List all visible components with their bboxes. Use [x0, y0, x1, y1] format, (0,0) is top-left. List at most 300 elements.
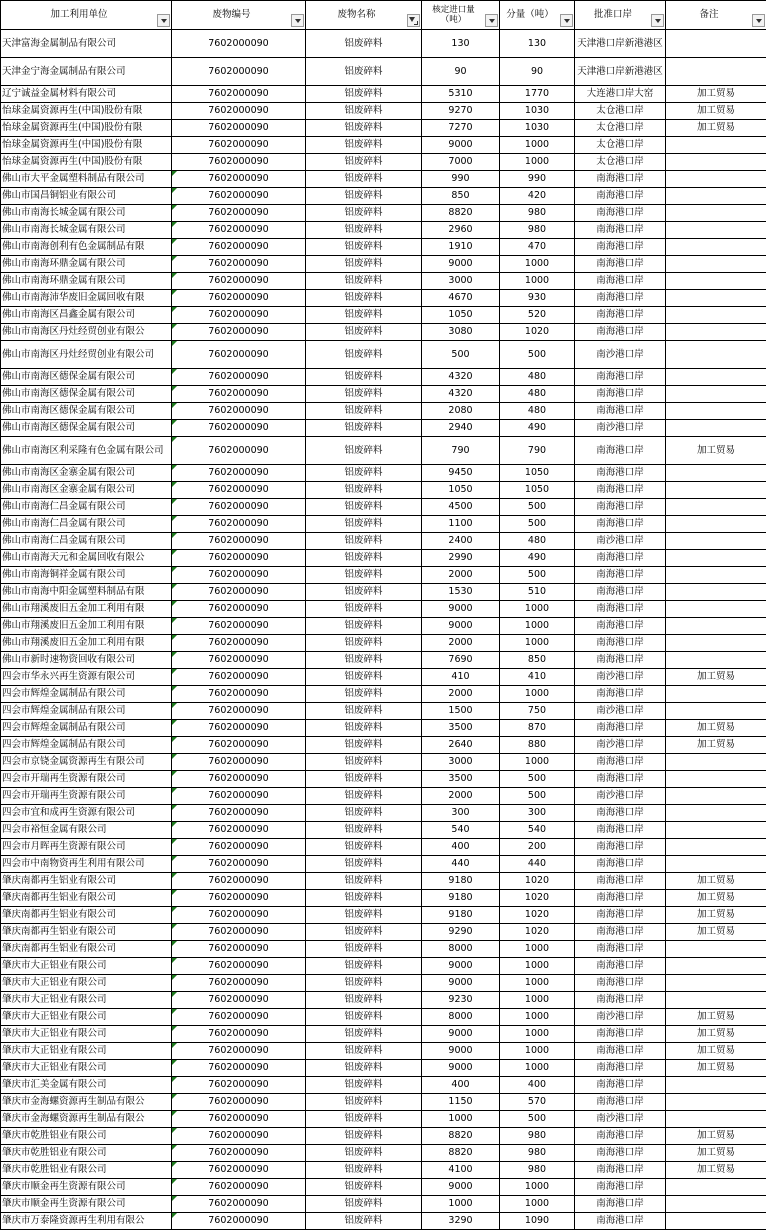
- cell-name[interactable]: 铝废碎料: [306, 703, 422, 720]
- cell-name[interactable]: 铝废碎料: [306, 839, 422, 856]
- cell-code[interactable]: 7602000090: [172, 30, 306, 58]
- cell-code[interactable]: 7602000090: [172, 437, 306, 465]
- cell-code[interactable]: 7602000090: [172, 256, 306, 273]
- cell-port[interactable]: 南海港口岸: [575, 465, 666, 482]
- cell-code[interactable]: 7602000090: [172, 533, 306, 550]
- cell-note[interactable]: 加工贸易: [666, 120, 766, 137]
- cell-portion[interactable]: 1000: [500, 1060, 575, 1077]
- cell-company[interactable]: 四会市辉煌金属制品有限公司: [1, 720, 172, 737]
- cell-note[interactable]: [666, 805, 766, 822]
- cell-company[interactable]: 四会市辉煌金属制品有限公司: [1, 737, 172, 754]
- cell-company[interactable]: 肇庆南都再生铝业有限公司: [1, 941, 172, 958]
- cell-approved[interactable]: 9270: [422, 103, 500, 120]
- cell-note[interactable]: [666, 601, 766, 618]
- cell-name[interactable]: 铝废碎料: [306, 369, 422, 386]
- cell-approved[interactable]: 2000: [422, 567, 500, 584]
- cell-port[interactable]: 南海港口岸: [575, 516, 666, 533]
- cell-portion[interactable]: 1000: [500, 958, 575, 975]
- cell-code[interactable]: 7602000090: [172, 839, 306, 856]
- cell-port[interactable]: 太仓港口岸: [575, 103, 666, 120]
- cell-name[interactable]: 铝废碎料: [306, 754, 422, 771]
- cell-note[interactable]: [666, 652, 766, 669]
- cell-note[interactable]: [666, 516, 766, 533]
- cell-port[interactable]: 南海港口岸: [575, 992, 666, 1009]
- cell-approved[interactable]: 3080: [422, 324, 500, 341]
- cell-approved[interactable]: 9000: [422, 1043, 500, 1060]
- cell-company[interactable]: 肇庆市大正铝业有限公司: [1, 1009, 172, 1026]
- cell-approved[interactable]: 7690: [422, 652, 500, 669]
- cell-name[interactable]: 铝废碎料: [306, 771, 422, 788]
- cell-code[interactable]: 7602000090: [172, 1179, 306, 1196]
- cell-code[interactable]: 7602000090: [172, 516, 306, 533]
- cell-port[interactable]: 南海港口岸: [575, 307, 666, 324]
- cell-port[interactable]: 南海港口岸: [575, 188, 666, 205]
- cell-port[interactable]: 太仓港口岸: [575, 120, 666, 137]
- cell-note[interactable]: [666, 256, 766, 273]
- cell-note[interactable]: [666, 584, 766, 601]
- cell-portion[interactable]: 1000: [500, 273, 575, 290]
- cell-company[interactable]: 肇庆市大正铝业有限公司: [1, 1026, 172, 1043]
- cell-note[interactable]: [666, 324, 766, 341]
- cell-portion[interactable]: 480: [500, 386, 575, 403]
- cell-name[interactable]: 铝废碎料: [306, 103, 422, 120]
- cell-approved[interactable]: 9000: [422, 256, 500, 273]
- cell-port[interactable]: 南沙港口岸: [575, 420, 666, 437]
- cell-company[interactable]: 佛山市南海区德保金属有限公司: [1, 420, 172, 437]
- cell-company[interactable]: 佛山市南海长城金属有限公司: [1, 205, 172, 222]
- cell-name[interactable]: 铝废碎料: [306, 1128, 422, 1145]
- cell-code[interactable]: 7602000090: [172, 403, 306, 420]
- cell-port[interactable]: 南沙港口岸: [575, 703, 666, 720]
- cell-portion[interactable]: 1030: [500, 103, 575, 120]
- cell-company[interactable]: 佛山市翔溪废旧五金加工利用有限: [1, 601, 172, 618]
- cell-note[interactable]: 加工贸易: [666, 1060, 766, 1077]
- cell-company[interactable]: 辽宁诚益金属材料有限公司: [1, 86, 172, 103]
- cell-name[interactable]: 铝废碎料: [306, 550, 422, 567]
- cell-note[interactable]: [666, 1213, 766, 1230]
- cell-company[interactable]: 肇庆市大正铝业有限公司: [1, 1060, 172, 1077]
- cell-port[interactable]: 大连港口岸大窑: [575, 86, 666, 103]
- cell-code[interactable]: 7602000090: [172, 120, 306, 137]
- cell-portion[interactable]: 500: [500, 771, 575, 788]
- cell-approved[interactable]: 9180: [422, 907, 500, 924]
- cell-portion[interactable]: 850: [500, 652, 575, 669]
- cell-portion[interactable]: 1000: [500, 601, 575, 618]
- cell-portion[interactable]: 480: [500, 369, 575, 386]
- cell-port[interactable]: 南沙港口岸: [575, 1111, 666, 1128]
- cell-code[interactable]: 7602000090: [172, 737, 306, 754]
- cell-code[interactable]: 7602000090: [172, 618, 306, 635]
- cell-note[interactable]: [666, 1077, 766, 1094]
- cell-code[interactable]: 7602000090: [172, 550, 306, 567]
- cell-portion[interactable]: 980: [500, 205, 575, 222]
- cell-company[interactable]: 四会市辉煌金属制品有限公司: [1, 686, 172, 703]
- cell-note[interactable]: [666, 1196, 766, 1213]
- cell-company[interactable]: 肇庆市大正铝业有限公司: [1, 1043, 172, 1060]
- cell-name[interactable]: 铝废碎料: [306, 30, 422, 58]
- cell-name[interactable]: 铝废碎料: [306, 822, 422, 839]
- cell-company[interactable]: 佛山市南海天元和金属回收有限公: [1, 550, 172, 567]
- cell-note[interactable]: [666, 550, 766, 567]
- cell-portion[interactable]: 500: [500, 341, 575, 369]
- cell-note[interactable]: [666, 618, 766, 635]
- cell-code[interactable]: 7602000090: [172, 669, 306, 686]
- cell-approved[interactable]: 9000: [422, 601, 500, 618]
- cell-note[interactable]: [666, 686, 766, 703]
- cell-portion[interactable]: 500: [500, 516, 575, 533]
- cell-portion[interactable]: 1050: [500, 482, 575, 499]
- cell-code[interactable]: 7602000090: [172, 1009, 306, 1026]
- cell-approved[interactable]: 2000: [422, 788, 500, 805]
- cell-port[interactable]: 南海港口岸: [575, 584, 666, 601]
- cell-portion[interactable]: 1050: [500, 465, 575, 482]
- cell-approved[interactable]: 2640: [422, 737, 500, 754]
- cell-note[interactable]: [666, 941, 766, 958]
- cell-name[interactable]: 铝废碎料: [306, 516, 422, 533]
- cell-name[interactable]: 铝废碎料: [306, 1094, 422, 1111]
- cell-approved[interactable]: 5310: [422, 86, 500, 103]
- cell-code[interactable]: 7602000090: [172, 420, 306, 437]
- cell-port[interactable]: 南海港口岸: [575, 403, 666, 420]
- cell-company[interactable]: 四会市辉煌金属制品有限公司: [1, 703, 172, 720]
- cell-portion[interactable]: 1000: [500, 941, 575, 958]
- cell-name[interactable]: 铝废碎料: [306, 601, 422, 618]
- cell-note[interactable]: [666, 703, 766, 720]
- cell-code[interactable]: 7602000090: [172, 86, 306, 103]
- cell-code[interactable]: 7602000090: [172, 188, 306, 205]
- cell-name[interactable]: 铝废碎料: [306, 482, 422, 499]
- cell-code[interactable]: 7602000090: [172, 992, 306, 1009]
- cell-company[interactable]: 佛山市南海区金寨金属有限公司: [1, 465, 172, 482]
- cell-company[interactable]: 佛山市南海沛华废旧金属回收有限: [1, 290, 172, 307]
- cell-portion[interactable]: 410: [500, 669, 575, 686]
- cell-port[interactable]: 南海港口岸: [575, 805, 666, 822]
- cell-note[interactable]: [666, 1111, 766, 1128]
- cell-approved[interactable]: 1150: [422, 1094, 500, 1111]
- cell-port[interactable]: 南海港口岸: [575, 1145, 666, 1162]
- cell-port[interactable]: 南海港口岸: [575, 618, 666, 635]
- cell-name[interactable]: 铝废碎料: [306, 273, 422, 290]
- cell-portion[interactable]: 1000: [500, 256, 575, 273]
- cell-approved[interactable]: 1050: [422, 307, 500, 324]
- cell-note[interactable]: [666, 420, 766, 437]
- cell-port[interactable]: 南沙港口岸: [575, 533, 666, 550]
- cell-name[interactable]: 铝废碎料: [306, 239, 422, 256]
- cell-note[interactable]: [666, 635, 766, 652]
- cell-code[interactable]: 7602000090: [172, 341, 306, 369]
- cell-port[interactable]: 南海港口岸: [575, 822, 666, 839]
- cell-portion[interactable]: 1000: [500, 992, 575, 1009]
- cell-company[interactable]: 四会市中南物资再生利用有限公司: [1, 856, 172, 873]
- cell-code[interactable]: 7602000090: [172, 1162, 306, 1179]
- cell-note[interactable]: [666, 856, 766, 873]
- cell-portion[interactable]: 300: [500, 805, 575, 822]
- cell-approved[interactable]: 400: [422, 1077, 500, 1094]
- cell-code[interactable]: 7602000090: [172, 975, 306, 992]
- cell-port[interactable]: 南海港口岸: [575, 635, 666, 652]
- cell-code[interactable]: 7602000090: [172, 635, 306, 652]
- cell-note[interactable]: [666, 171, 766, 188]
- cell-approved[interactable]: 400: [422, 839, 500, 856]
- cell-port[interactable]: 南海港口岸: [575, 386, 666, 403]
- cell-port[interactable]: 南海港口岸: [575, 924, 666, 941]
- cell-portion[interactable]: 540: [500, 822, 575, 839]
- cell-portion[interactable]: 1000: [500, 975, 575, 992]
- cell-approved[interactable]: 3500: [422, 720, 500, 737]
- cell-note[interactable]: [666, 567, 766, 584]
- cell-portion[interactable]: 1000: [500, 1196, 575, 1213]
- cell-note[interactable]: 加工贸易: [666, 669, 766, 686]
- cell-code[interactable]: 7602000090: [172, 924, 306, 941]
- cell-port[interactable]: 南海港口岸: [575, 1213, 666, 1230]
- cell-code[interactable]: 7602000090: [172, 499, 306, 516]
- cell-approved[interactable]: 9000: [422, 1060, 500, 1077]
- cell-approved[interactable]: 9230: [422, 992, 500, 1009]
- cell-approved[interactable]: 9000: [422, 958, 500, 975]
- cell-portion[interactable]: 1000: [500, 1009, 575, 1026]
- cell-company[interactable]: 佛山市南海环鼎金属有限公司: [1, 256, 172, 273]
- cell-code[interactable]: 7602000090: [172, 907, 306, 924]
- cell-name[interactable]: 铝废碎料: [306, 290, 422, 307]
- cell-code[interactable]: 7602000090: [172, 482, 306, 499]
- cell-portion[interactable]: 980: [500, 1128, 575, 1145]
- cell-code[interactable]: 7602000090: [172, 941, 306, 958]
- cell-approved[interactable]: 3000: [422, 754, 500, 771]
- cell-code[interactable]: 7602000090: [172, 239, 306, 256]
- cell-company[interactable]: 四会市裕恒金属有限公司: [1, 822, 172, 839]
- cell-portion[interactable]: 1000: [500, 154, 575, 171]
- cell-note[interactable]: 加工贸易: [666, 86, 766, 103]
- cell-name[interactable]: 铝废碎料: [306, 669, 422, 686]
- cell-company[interactable]: 佛山市南海铜祥金属有限公司: [1, 567, 172, 584]
- cell-company[interactable]: 四会市开瑞再生资源有限公司: [1, 771, 172, 788]
- cell-portion[interactable]: 500: [500, 567, 575, 584]
- cell-approved[interactable]: 4320: [422, 386, 500, 403]
- cell-note[interactable]: 加工贸易: [666, 720, 766, 737]
- cell-approved[interactable]: 4500: [422, 499, 500, 516]
- cell-name[interactable]: 铝废碎料: [306, 1060, 422, 1077]
- cell-approved[interactable]: 3500: [422, 771, 500, 788]
- cell-approved[interactable]: 2000: [422, 635, 500, 652]
- cell-port[interactable]: 南海港口岸: [575, 873, 666, 890]
- cell-approved[interactable]: 4670: [422, 290, 500, 307]
- cell-portion[interactable]: 1020: [500, 324, 575, 341]
- cell-code[interactable]: 7602000090: [172, 154, 306, 171]
- cell-portion[interactable]: 750: [500, 703, 575, 720]
- cell-note[interactable]: [666, 499, 766, 516]
- cell-portion[interactable]: 1000: [500, 1043, 575, 1060]
- cell-portion[interactable]: 1020: [500, 907, 575, 924]
- cell-approved[interactable]: 1000: [422, 1111, 500, 1128]
- cell-name[interactable]: 铝废碎料: [306, 873, 422, 890]
- cell-port[interactable]: 南海港口岸: [575, 856, 666, 873]
- cell-name[interactable]: 铝废碎料: [306, 1196, 422, 1213]
- cell-name[interactable]: 铝废碎料: [306, 1077, 422, 1094]
- cell-company[interactable]: 肇庆南都再生铝业有限公司: [1, 924, 172, 941]
- cell-port[interactable]: 南海港口岸: [575, 222, 666, 239]
- cell-company[interactable]: 肇庆市乾胜铝业有限公司: [1, 1162, 172, 1179]
- cell-code[interactable]: 7602000090: [172, 1060, 306, 1077]
- cell-name[interactable]: 铝废碎料: [306, 403, 422, 420]
- cell-port[interactable]: 南沙港口岸: [575, 1009, 666, 1026]
- cell-approved[interactable]: 130: [422, 30, 500, 58]
- cell-approved[interactable]: 2000: [422, 686, 500, 703]
- cell-approved[interactable]: 9180: [422, 873, 500, 890]
- cell-approved[interactable]: 2080: [422, 403, 500, 420]
- cell-name[interactable]: 铝废碎料: [306, 1026, 422, 1043]
- cell-approved[interactable]: 9450: [422, 465, 500, 482]
- cell-code[interactable]: 7602000090: [172, 465, 306, 482]
- cell-code[interactable]: 7602000090: [172, 1145, 306, 1162]
- cell-portion[interactable]: 490: [500, 550, 575, 567]
- cell-portion[interactable]: 90: [500, 58, 575, 86]
- cell-note[interactable]: 加工贸易: [666, 437, 766, 465]
- cell-note[interactable]: [666, 137, 766, 154]
- cell-approved[interactable]: 9180: [422, 890, 500, 907]
- cell-port[interactable]: 南海港口岸: [575, 273, 666, 290]
- cell-company[interactable]: 佛山市大平金属塑料制品有限公司: [1, 171, 172, 188]
- cell-company[interactable]: 佛山市南海区昌鑫金属有限公司: [1, 307, 172, 324]
- cell-portion[interactable]: 470: [500, 239, 575, 256]
- cell-company[interactable]: 佛山市南海区丹灶经贸创业有限公司: [1, 341, 172, 369]
- cell-code[interactable]: 7602000090: [172, 1026, 306, 1043]
- cell-code[interactable]: 7602000090: [172, 171, 306, 188]
- cell-name[interactable]: 铝废碎料: [306, 1009, 422, 1026]
- cell-code[interactable]: 7602000090: [172, 1128, 306, 1145]
- cell-portion[interactable]: 880: [500, 737, 575, 754]
- cell-name[interactable]: 铝废碎料: [306, 737, 422, 754]
- cell-company[interactable]: 怡球金属资源再生(中国)股份有限: [1, 103, 172, 120]
- cell-portion[interactable]: 980: [500, 1145, 575, 1162]
- cell-company[interactable]: 怡球金属资源再生(中国)股份有限: [1, 154, 172, 171]
- cell-code[interactable]: 7602000090: [172, 307, 306, 324]
- cell-note[interactable]: [666, 58, 766, 86]
- cell-company[interactable]: 肇庆南都再生铝业有限公司: [1, 873, 172, 890]
- cell-note[interactable]: 加工贸易: [666, 1145, 766, 1162]
- cell-name[interactable]: 铝废碎料: [306, 324, 422, 341]
- cell-portion[interactable]: 1000: [500, 618, 575, 635]
- cell-port[interactable]: 南沙港口岸: [575, 788, 666, 805]
- cell-code[interactable]: 7602000090: [172, 703, 306, 720]
- cell-port[interactable]: 南海港口岸: [575, 256, 666, 273]
- cell-approved[interactable]: 850: [422, 188, 500, 205]
- cell-approved[interactable]: 9000: [422, 1179, 500, 1196]
- cell-note[interactable]: 加工贸易: [666, 1009, 766, 1026]
- cell-port[interactable]: 天津港口岸新港港区: [575, 30, 666, 58]
- cell-name[interactable]: 铝废碎料: [306, 1043, 422, 1060]
- cell-port[interactable]: 太仓港口岸: [575, 137, 666, 154]
- cell-port[interactable]: 南海港口岸: [575, 324, 666, 341]
- cell-approved[interactable]: 7000: [422, 154, 500, 171]
- cell-port[interactable]: 南海港口岸: [575, 205, 666, 222]
- cell-portion[interactable]: 1030: [500, 120, 575, 137]
- cell-portion[interactable]: 520: [500, 307, 575, 324]
- cell-name[interactable]: 铝废碎料: [306, 222, 422, 239]
- cell-approved[interactable]: 410: [422, 669, 500, 686]
- cell-note[interactable]: [666, 403, 766, 420]
- cell-portion[interactable]: 490: [500, 420, 575, 437]
- cell-port[interactable]: 南海港口岸: [575, 686, 666, 703]
- cell-code[interactable]: 7602000090: [172, 771, 306, 788]
- cell-name[interactable]: 铝废碎料: [306, 188, 422, 205]
- cell-approved[interactable]: 1000: [422, 1196, 500, 1213]
- cell-name[interactable]: 铝废碎料: [306, 307, 422, 324]
- cell-company[interactable]: 肇庆市万泰隆资源再生利用有限公: [1, 1213, 172, 1230]
- cell-note[interactable]: 加工贸易: [666, 737, 766, 754]
- cell-company[interactable]: 佛山市南海中阳金属塑料制品有限: [1, 584, 172, 601]
- cell-portion[interactable]: 1000: [500, 1026, 575, 1043]
- cell-portion[interactable]: 1000: [500, 754, 575, 771]
- cell-name[interactable]: 铝废碎料: [306, 499, 422, 516]
- cell-approved[interactable]: 8820: [422, 205, 500, 222]
- cell-approved[interactable]: 790: [422, 437, 500, 465]
- cell-approved[interactable]: 1500: [422, 703, 500, 720]
- cell-name[interactable]: 铝废碎料: [306, 171, 422, 188]
- cell-approved[interactable]: 9000: [422, 975, 500, 992]
- cell-port[interactable]: 南海港口岸: [575, 907, 666, 924]
- cell-port[interactable]: 南海港口岸: [575, 720, 666, 737]
- cell-company[interactable]: 佛山市南海区利采隆有色金属有限公司: [1, 437, 172, 465]
- cell-portion[interactable]: 870: [500, 720, 575, 737]
- cell-company[interactable]: 佛山市新时速物资回收有限公司: [1, 652, 172, 669]
- cell-note[interactable]: 加工贸易: [666, 1043, 766, 1060]
- cell-name[interactable]: 铝废碎料: [306, 958, 422, 975]
- cell-company[interactable]: 佛山市南海区金寨金属有限公司: [1, 482, 172, 499]
- cell-port[interactable]: 南海港口岸: [575, 1094, 666, 1111]
- cell-port[interactable]: 南海港口岸: [575, 171, 666, 188]
- cell-company[interactable]: 肇庆市乾胜铝业有限公司: [1, 1145, 172, 1162]
- cell-name[interactable]: 铝废碎料: [306, 567, 422, 584]
- cell-code[interactable]: 7602000090: [172, 686, 306, 703]
- cell-name[interactable]: 铝废碎料: [306, 618, 422, 635]
- cell-name[interactable]: 铝废碎料: [306, 1111, 422, 1128]
- cell-code[interactable]: 7602000090: [172, 1077, 306, 1094]
- cell-company[interactable]: 肇庆市金海螺资源再生制品有限公: [1, 1111, 172, 1128]
- filter-dropdown-portion[interactable]: [560, 14, 573, 27]
- cell-name[interactable]: 铝废碎料: [306, 584, 422, 601]
- cell-portion[interactable]: 480: [500, 533, 575, 550]
- cell-note[interactable]: [666, 465, 766, 482]
- cell-portion[interactable]: 980: [500, 222, 575, 239]
- cell-company[interactable]: 佛山市南海创利有色金属制品有限: [1, 239, 172, 256]
- cell-code[interactable]: 7602000090: [172, 652, 306, 669]
- cell-portion[interactable]: 200: [500, 839, 575, 856]
- cell-portion[interactable]: 1000: [500, 1179, 575, 1196]
- cell-code[interactable]: 7602000090: [172, 1111, 306, 1128]
- cell-portion[interactable]: 1000: [500, 137, 575, 154]
- cell-name[interactable]: 铝废碎料: [306, 941, 422, 958]
- cell-port[interactable]: 南沙港口岸: [575, 737, 666, 754]
- cell-company[interactable]: 肇庆市顺金再生资源有限公司: [1, 1196, 172, 1213]
- cell-approved[interactable]: 1100: [422, 516, 500, 533]
- cell-code[interactable]: 7602000090: [172, 205, 306, 222]
- cell-company[interactable]: 肇庆南都再生铝业有限公司: [1, 890, 172, 907]
- cell-company[interactable]: 肇庆市汇美金属有限公司: [1, 1077, 172, 1094]
- cell-approved[interactable]: 2960: [422, 222, 500, 239]
- cell-name[interactable]: 铝废碎料: [306, 907, 422, 924]
- cell-portion[interactable]: 1000: [500, 686, 575, 703]
- cell-code[interactable]: 7602000090: [172, 103, 306, 120]
- cell-code[interactable]: 7602000090: [172, 1094, 306, 1111]
- cell-name[interactable]: 铝废碎料: [306, 465, 422, 482]
- cell-note[interactable]: [666, 154, 766, 171]
- cell-approved[interactable]: 3290: [422, 1213, 500, 1230]
- cell-approved[interactable]: 1050: [422, 482, 500, 499]
- cell-port[interactable]: 南海港口岸: [575, 1128, 666, 1145]
- cell-code[interactable]: 7602000090: [172, 788, 306, 805]
- cell-port[interactable]: 南海港口岸: [575, 941, 666, 958]
- cell-name[interactable]: 铝废碎料: [306, 1145, 422, 1162]
